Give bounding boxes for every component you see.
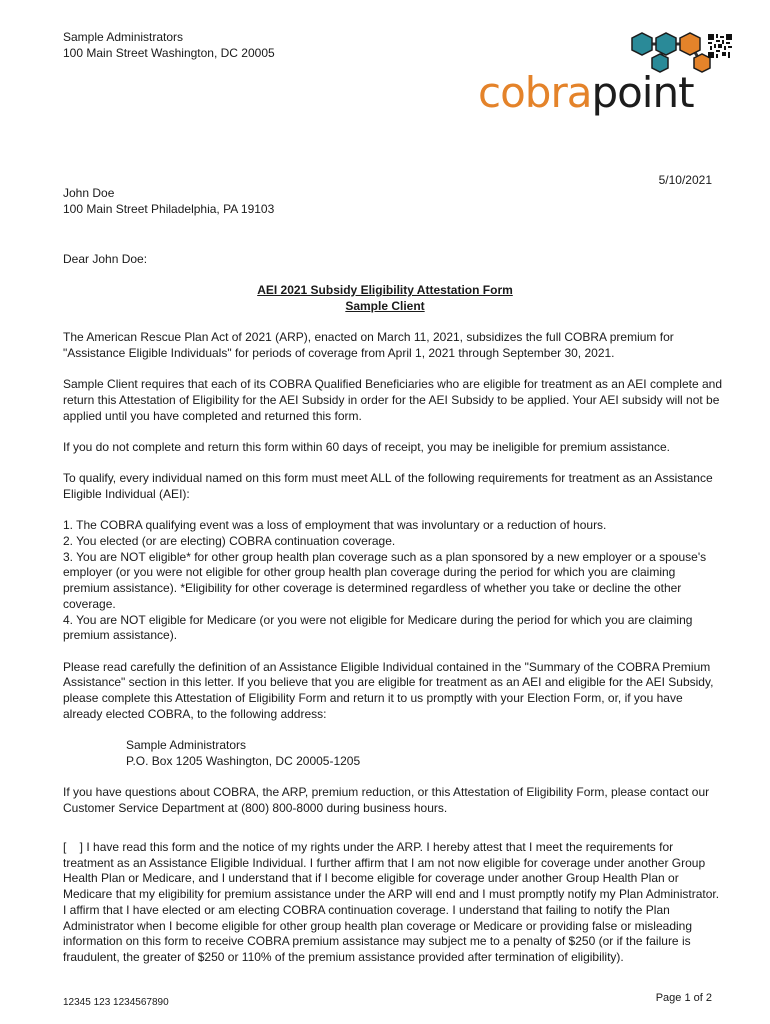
form-subtitle: Sample Client bbox=[345, 298, 425, 313]
requirement-item: 1. The COBRA qualifying event was a loss of employment that was involuntary or a reduction of hours. bbox=[63, 518, 607, 533]
requirement-item: 4. You are NOT eligible for Medicare (or you were not eligible for Medicare during the period for which you are claiming premium assistance). bbox=[63, 612, 693, 643]
recipient-address: 100 Main Street Philadelphia, PA 19103 bbox=[63, 201, 275, 216]
intro-paragraph: The American Rescue Plan Act of 2021 (ARP), enacted on March 11, 2021, subsidizes the full COBRA premium for "Assistance Eligible Individuals" for periods of coverage from April 1, 2021 through September 30, 2021. bbox=[63, 330, 674, 360]
attestation-block bbox=[63, 840, 723, 966]
attestation-text: I have read this form and the notice of my rights under the ARP. I hereby attest that I meet the requirements for treatment as an Assistance Eligible Individual. I further affirm that I am not now eligible for coverage under another Group Health Plan or Medicare, and I understand that if I become eligible for coverage under another Group Health Plan or Medicare that my eligibility for premium assistance under the ARP will end and I must promptly notify my Plan Administrator. I affirm that I have elected or am electing COBRA continuation coverage. I understand that failing to notify the Plan Administrator when I become eligible for other group health plan coverage or Medicare or providing false or misleading information on this form to receive COBRA premium assistance may subject me to a penalty of $250 (or if the failure is fraudulent, the greater of $250 or 110% of the premium assistance provided after termination of eligibility). bbox=[63, 840, 720, 964]
salutation: Dear John Doe: bbox=[63, 252, 148, 266]
page-number: Page 1 of 2 bbox=[655, 992, 712, 1004]
logo-text-cobra: cobra bbox=[478, 68, 592, 117]
logo-text-point: point bbox=[591, 68, 694, 117]
cobrapoint-logo bbox=[478, 30, 738, 122]
requirement-item: 2. You elected (or are electing) COBRA continuation coverage. bbox=[63, 534, 396, 549]
logo-wordmark bbox=[478, 70, 694, 116]
sender-address: 100 Main Street Washington, DC 20005 bbox=[63, 45, 275, 60]
return-address-block bbox=[63, 738, 723, 769]
requirement-item: 3. You are NOT eligible* for other group health plan coverage such as a plan sponsored by a new employer or a spouse's employer (or you were not eligible for other group health plan coverage during the period for which you are claiming premium assistance). *Eligibility for other coverage is determined regardless of whether you take or decline the other coverage. bbox=[63, 549, 707, 611]
deadline-paragraph: If you do not complete and return this form within 60 days of receipt, you may be ineligible for premium assistance. bbox=[63, 439, 670, 454]
recipient-name: John Doe bbox=[63, 186, 115, 200]
letter-date: 5/10/2021 bbox=[658, 173, 712, 187]
barcode-icon bbox=[708, 34, 732, 58]
requirement-paragraph: Sample Client requires that each of its COBRA Qualified Beneficiaries who are eligible for treatment as an AEI complete and return this Attestation of Eligibility for the AEI Subsidy in order for the AEI Subsidy to be applied. Your AEI subsidy will not be applied until you have completed and returned this form. bbox=[63, 377, 723, 423]
attestation-checkbox[interactable]: [ ] bbox=[63, 840, 84, 854]
return-address: P.O. Box 1205 Washington, DC 20005-1205 bbox=[126, 753, 361, 768]
read-carefully-paragraph: Please read carefully the definition of an Assistance Eligible Individual contained in the "Summary of the COBRA Premium Assistance" section in this letter. If you believe that you are eligible for treatment as an AEI and eligible for the AEI Subsidy, please complete this Attestation of Eligibility Form and return it to us promptly with your Election Form, or, if you have already elected COBRA, to the following address: bbox=[63, 659, 714, 721]
questions-paragraph: If you have questions about COBRA, the ARP, premium reduction, or this Attestation of Eligibility Form, please contact our Customer Service Department at (800) 800-8000 during business hours. bbox=[63, 785, 710, 815]
letter-body bbox=[63, 330, 723, 832]
document-code: 12345 123 1234567890 bbox=[63, 997, 169, 1008]
recipient-block bbox=[63, 186, 274, 217]
sender-block bbox=[63, 30, 275, 61]
qualify-paragraph: To qualify, every individual named on this form must meet ALL of the following requirements for treatment as an Assistance Eligible Individual (AEI): bbox=[63, 471, 713, 501]
form-heading bbox=[63, 283, 707, 314]
requirements-list bbox=[63, 518, 723, 644]
return-name: Sample Administrators bbox=[126, 738, 247, 753]
sender-name: Sample Administrators bbox=[63, 30, 184, 44]
form-title: AEI 2021 Subsidy Eligibility Attestation Form bbox=[257, 283, 513, 297]
